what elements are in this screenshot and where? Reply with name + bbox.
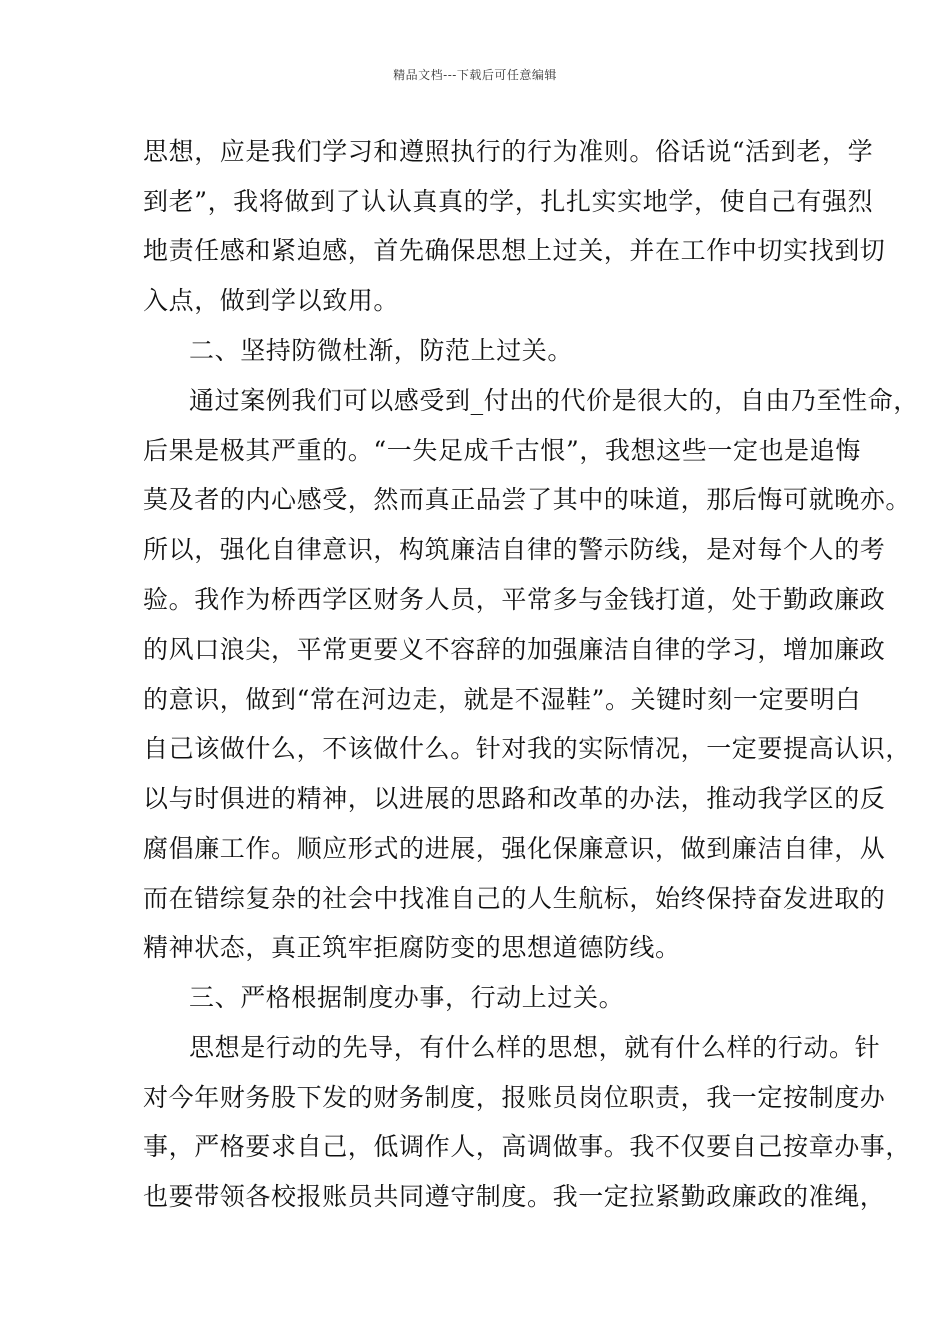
section-heading: 三、严格根据制度办事，行动上过关。 xyxy=(189,983,625,1012)
text-line: 入点，做到学以致用。 xyxy=(143,286,400,315)
text-line: 所以，强化自律意识，构筑廉洁自律的警示防线，是对每个人的考 xyxy=(143,535,886,564)
text-line: 腐倡廉工作。顺应形式的进展，强化保廉意识，做到廉洁自律，从 xyxy=(143,834,886,863)
page-header: 精品文档---下载后可任意编辑 xyxy=(393,68,557,82)
text-line: 验。我作为桥西学区财务人员，平常多与金钱打道，处于勤政廉政 xyxy=(143,585,886,614)
text-line: 后果是极其严重的。“一失足成千古恨”，我想这些一定也是追悔 xyxy=(143,436,861,465)
text-line: 以与时俱进的精神，以进展的思路和改革的办法，推动我学区的反 xyxy=(143,784,886,813)
text-line: 通过案例我们可以感受到_付出的代价是很大的，自由乃至性命， xyxy=(189,386,919,415)
text-line: 的意识，做到“常在河边走，就是不湿鞋”。关键时刻一定要明白 xyxy=(143,685,861,714)
text-line: 思想，应是我们学习和遵照执行的行为准则。俗话说“活到老，学 xyxy=(143,137,874,166)
text-line: 也要带领各校报账员共同遵守制度。我一定拉紧勤政廉政的准绳， xyxy=(143,1182,886,1211)
text-line: 地责任感和紧迫感，首先确保思想上过关，并在工作中切实找到切 xyxy=(143,236,886,265)
text-line: 思想是行动的先导，有什么样的思想，就有什么样的行动。针 xyxy=(189,1033,881,1062)
text-line: 而在错综复杂的社会中找准自己的人生航标，始终保持奋发进取的 xyxy=(143,884,886,913)
text-line: 莫及者的内心感受，然而真正品尝了其中的味道，那后悔可就晚亦。 xyxy=(143,485,912,514)
text-line: 的风口浪尖，平常更要义不容辞的加强廉洁自律的学习，增加廉政 xyxy=(143,635,886,664)
text-line: 到老”，我将做到了认认真真的学，扎扎实实地学，使自己有强烈 xyxy=(143,187,874,216)
text-line: 精神状态，真正筑牢拒腐防变的思想道德防线。 xyxy=(143,933,681,962)
section-heading: 二、坚持防微杜渐，防范上过关。 xyxy=(189,336,574,365)
text-line: 对今年财务股下发的财务制度，报账员岗位职责，我一定按制度办 xyxy=(143,1083,886,1112)
text-line: 事，严格要求自己，低调作人，高调做事。我不仅要自己按章办事， xyxy=(143,1132,912,1161)
text-line: 自己该做什么，不该做什么。针对我的实际情况，一定要提高认识， xyxy=(143,734,912,763)
